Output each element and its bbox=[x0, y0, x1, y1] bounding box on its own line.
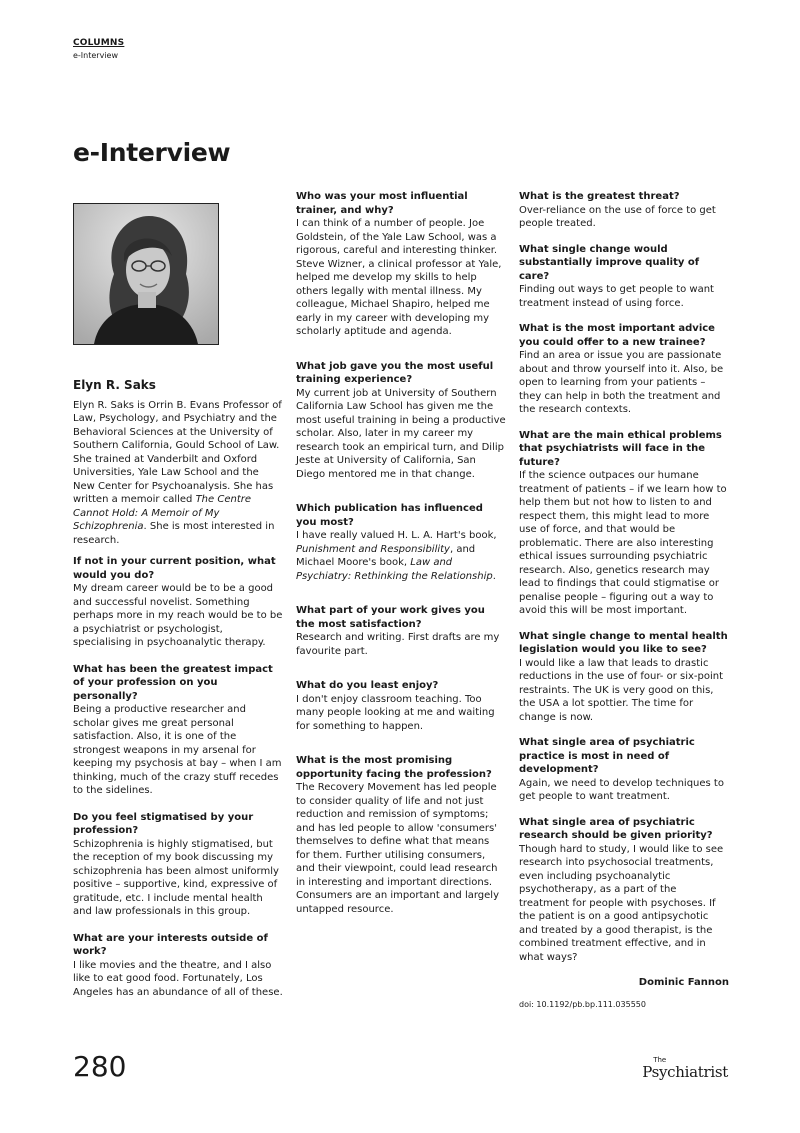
answer: I don't enjoy classroom teaching. Too many people looking at me and waiting for something to happen. bbox=[296, 693, 495, 732]
answer: My current job at University of Southern California Law School has given me the most useful training in being a productive scholar. Also, later in my career my research took an empirical turn, and Dilip Jeste at University of California, San Diego mentored me in that change. bbox=[296, 387, 506, 480]
answer: Find an area or issue you are passionate about and throw yourself into it. Also, be open to learning from your patients – they can help in both the treatment and the research contexts. bbox=[519, 350, 724, 415]
book-title: Law and Psychiatry: Rethinking the Relationship bbox=[296, 557, 493, 582]
question: What is the most promising opportunity facing the profession? bbox=[296, 755, 492, 780]
page-title: e-Interview bbox=[73, 138, 231, 167]
question: What do you least enjoy? bbox=[296, 680, 439, 691]
answer: Research and writing. First drafts are my favourite part. bbox=[296, 632, 500, 657]
page-number: 280 bbox=[73, 1050, 127, 1083]
running-head bbox=[73, 38, 124, 60]
answer: Being a productive researcher and scholar gives me great personal satisfaction. Also, it is one of the strongest weapons in my arsenal for keeping my psychosis at bay – when I am thinking, much of the crazy stuff recedes to the sidelines. bbox=[73, 704, 282, 796]
answer: I like movies and the theatre, and I also like to eat good food. Fortunately, Los Angeles has an abundance of all of these. bbox=[73, 959, 283, 998]
qa-item bbox=[73, 811, 283, 919]
answer: Schizophrenia is highly stigmatised, but the reception of my book discussing my schizophrenia has been almost uniformly positive – supportive, kind, expressive of gratitude, etc. I include mental health and law professionals in this group. bbox=[73, 838, 279, 917]
qa-item bbox=[519, 190, 729, 231]
answer: Finding out ways to get people to want treatment instead of using force. bbox=[519, 284, 714, 309]
question: Which publication has influenced you most? bbox=[296, 503, 483, 528]
qa-item bbox=[296, 502, 506, 583]
question: Do you feel stigmatised by your profession? bbox=[73, 811, 254, 836]
answer: I have really valued H. L. A. Hart's book, Punishment and Responsibility, and Michael Moore's book, Law and Psychiatry: Rethinking the Relationship. bbox=[296, 530, 497, 582]
question: What is the most important advice you could offer to a new trainee? bbox=[519, 323, 715, 348]
qa-item bbox=[296, 360, 506, 482]
interviewee-bio: Elyn R. Saks is Orrin B. Evans Professor of Law, Psychology, and Psychiatry and the Behavioral Sciences at the University of Southern California, Gould School of Law. She trained at Vanderbilt and Oxford Universities, Yale Law School and the New Center for Psychoanalysis. She has written a memoir called The Centre Cannot Hold: A Memoir of My Schizophrenia. She is most interested in research. bbox=[73, 399, 282, 546]
answer: I would like a law that leads to drastic reductions in the use of four- or six-point restraints. The UK is very good on this, the USA a lot spottier. The time for change is now. bbox=[519, 657, 724, 723]
qa-item bbox=[73, 663, 283, 798]
portrait-photo bbox=[73, 203, 219, 345]
qa-item bbox=[296, 604, 506, 658]
qa-item bbox=[519, 816, 729, 965]
question: What part of your work gives you the most satisfaction? bbox=[296, 605, 485, 630]
question: What are the main ethical problems that psychiatrists will face in the future? bbox=[519, 429, 722, 468]
book-title: Punishment and Responsibility bbox=[296, 543, 450, 555]
question: What are your interests outside of work? bbox=[73, 932, 268, 957]
column-3 bbox=[519, 190, 729, 1011]
journal-logo bbox=[642, 1056, 728, 1081]
answer: Though hard to study, I would like to see research into psychosocial treatments, even including psychoanalytic psychotherapy, as a part of the treatment for people with psychoses. If the patient is on a good antipsychotic and treated by a good therapist, is the combined treatment effective, and in what ways? bbox=[519, 843, 724, 963]
qa-item bbox=[519, 322, 729, 417]
running-head-section: COLUMNS bbox=[73, 38, 125, 48]
logo-the: The bbox=[653, 1056, 667, 1064]
question: What has been the greatest impact of your profession on you personally? bbox=[73, 663, 273, 702]
question: What is the greatest threat? bbox=[519, 191, 680, 202]
column-1 bbox=[73, 190, 283, 1012]
column-2 bbox=[296, 190, 506, 937]
book-title: The Centre Cannot Hold: A Memoir of My Schizophrenia bbox=[73, 494, 252, 532]
author-signature: Dominic Fannon bbox=[638, 977, 729, 988]
answer: My dream career would be to be a good and successful novelist. Something perhaps more in my reach would be to be a psychiatrist or psychologist, specialising in psychoanalytic therapy. bbox=[73, 583, 283, 648]
question: What single area of psychiatric practice is most in need of development? bbox=[519, 737, 695, 775]
answer: Over-reliance on the use of force to get people treated. bbox=[519, 204, 716, 229]
answer: The Recovery Movement has led people to consider quality of life and not just reduction and remission of symptoms; and has led people to allow 'consumers' themselves to define what that means for them. Further utilising consumers, and their viewpoint, could lead research in interesting and important directions. Consumers are an important and largely untapped resource. bbox=[296, 782, 499, 915]
qa-item bbox=[519, 243, 729, 311]
answer: Again, we need to develop techniques to get people to want treatment. bbox=[519, 777, 724, 802]
answer: I can think of a number of people. Joe Goldstein, of the Yale Law School, was a rigorous, careful and interesting thinker. Steve Wizner, a clinical professor at Yale, helped me develop my skills to help others legally with mental illness. My colleague, Michael Shapiro, helped me early in my career with developing my scholarly aptitude and agenda. bbox=[296, 218, 502, 337]
question: What single change to mental health legislation would you like to see? bbox=[519, 630, 728, 655]
question: What single area of psychiatric research should be given priority? bbox=[519, 816, 713, 841]
question: Who was your most influential trainer, and why? bbox=[296, 191, 468, 216]
qa-item bbox=[519, 630, 729, 725]
question: If not in your current position, what would you do? bbox=[73, 556, 276, 581]
question: What job gave you the most useful training experience? bbox=[296, 360, 494, 385]
qa-item bbox=[296, 190, 506, 339]
qa-item bbox=[296, 679, 506, 733]
running-head-subsection: e-Interview bbox=[73, 51, 119, 60]
doi: doi: 10.1192/pb.bp.111.035550 bbox=[519, 999, 646, 1009]
answer: If the science outpaces our humane treatment of patients – if we learn how to help them but not how to listen to and respect them, this might lead to more use of force, and that would be problematic. There are also interesting ethical issues surrounding psychiatric research. Also, genetics research may lead to findings that could stigmatise or penalise people – figuring out a way to avoid this will be most important. bbox=[519, 470, 727, 616]
qa-item bbox=[73, 555, 283, 650]
qa-item bbox=[73, 932, 283, 1000]
qa-item bbox=[296, 754, 506, 916]
interviewee-name: Elyn R. Saks bbox=[73, 378, 156, 392]
qa-item bbox=[519, 429, 729, 618]
qa-item bbox=[519, 736, 729, 804]
question: What single change would substantially improve quality of care? bbox=[519, 243, 700, 282]
logo-main: Psychiatrist bbox=[642, 1063, 728, 1081]
